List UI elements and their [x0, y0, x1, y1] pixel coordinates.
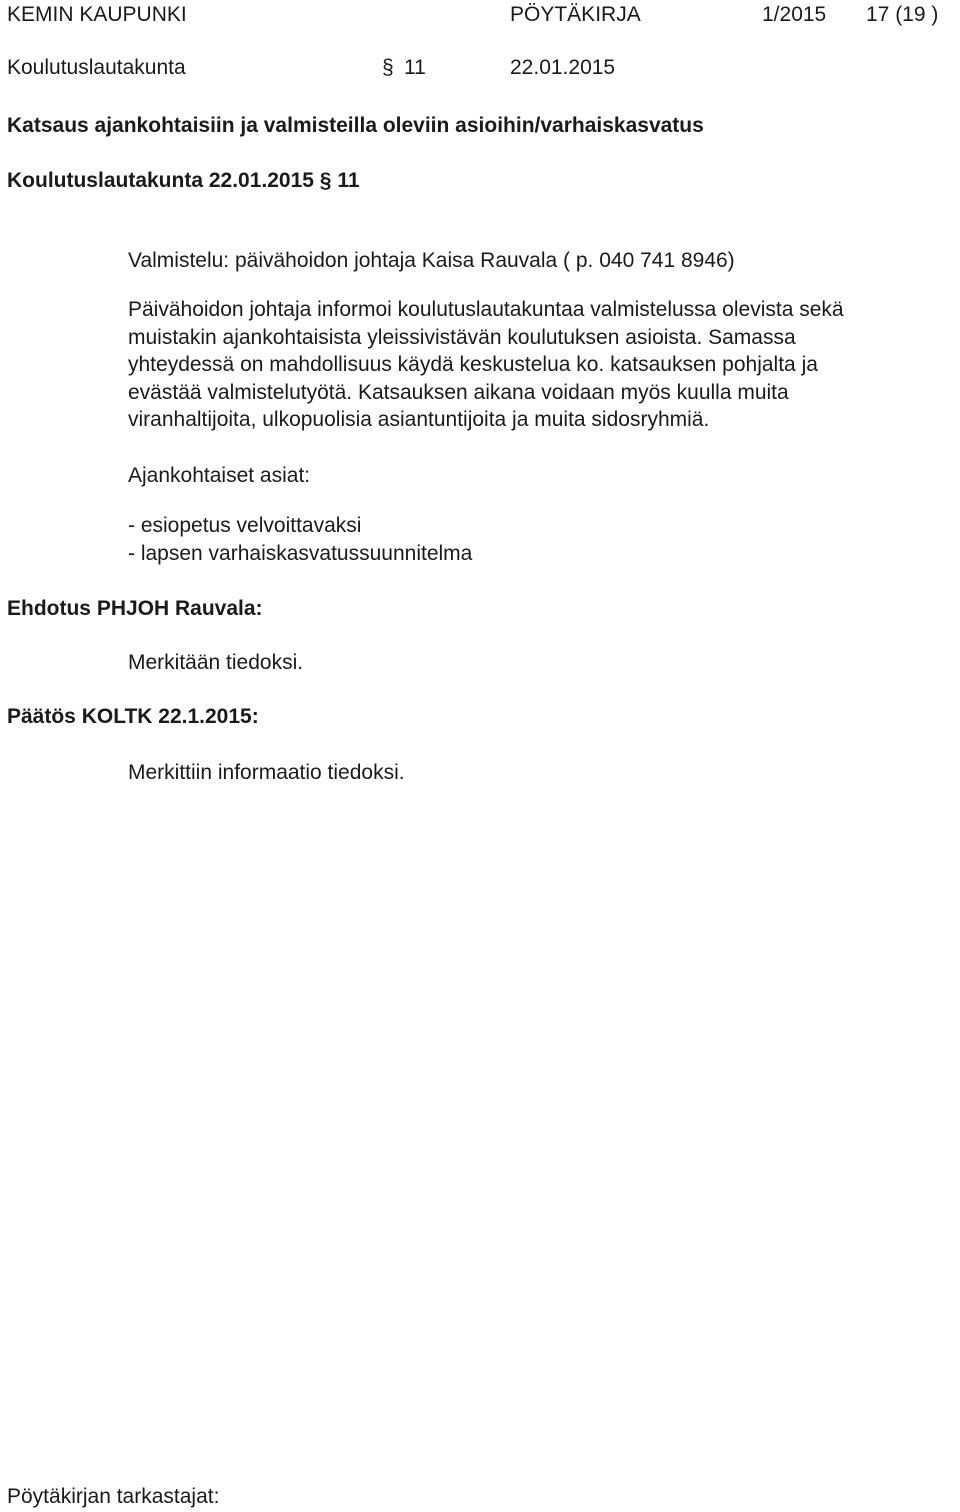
decision-label: Päätös KOLTK 22.1.2015:: [7, 705, 259, 728]
section-heading-text: Koulutuslautakunta 22.01.2015: [7, 169, 314, 192]
list-item: - esiopetus velvoittavaksi: [128, 514, 362, 537]
proposal-label: Ehdotus PHJOH Rauvala:: [7, 597, 263, 620]
header-committee: Koulutuslautakunta: [7, 56, 186, 79]
header-page-number: 17 (19 ): [866, 3, 939, 26]
section-heading: [7, 170, 360, 191]
reviewers-label: Pöytäkirjan tarkastajat:: [7, 1485, 220, 1508]
header-doc-number: 1/2015: [762, 3, 827, 26]
current-matters-list: [128, 512, 928, 567]
body-line: evästää valmistelutyötä. Katsauksen aikana voidaan myös kuulla muita: [128, 380, 789, 404]
section-heading-sign: §: [319, 169, 332, 192]
proposal-text: Merkitään tiedoksi.: [128, 651, 304, 674]
body-line: Päivähoidon johtaja informoi koulutuslautakuntaa valmistelussa olevista sekä: [128, 298, 844, 321]
list-item: - lapsen varhaiskasvatussuunnitelma: [128, 541, 473, 565]
body-paragraph: [128, 296, 928, 434]
document-title: Katsaus ajankohtaisiin ja valmisteilla oleviin asioihin/varhaiskasvatus: [7, 114, 704, 137]
current-matters-heading: Ajankohtaiset asiat:: [128, 464, 311, 487]
header-section-number: 11: [404, 56, 426, 79]
header-date: 22.01.2015: [510, 56, 616, 79]
body-line: viranhaltijoita, ulkopuolisia asiantuntijoita ja muita sidosryhmiä.: [128, 408, 710, 431]
decision-text: Merkittiin informaatio tiedoksi.: [128, 761, 405, 784]
body-line: muistakin ajankohtaisista yleissivistävän koulutuksen asioista. Samassa: [128, 325, 796, 349]
header-section-sign: §: [382, 56, 394, 79]
header-org: KEMIN KAUPUNKI: [7, 3, 187, 26]
section-heading-number: 11: [337, 169, 360, 192]
body-line: yhteydessä on mahdollisuus käydä keskustelua ko. katsauksen pohjalta ja: [128, 353, 818, 376]
header-doc-type: PÖYTÄKIRJA: [510, 3, 641, 26]
preparation-line: Valmistelu: päivähoidon johtaja Kaisa Rauvala ( p. 040 741 8946): [128, 249, 735, 272]
